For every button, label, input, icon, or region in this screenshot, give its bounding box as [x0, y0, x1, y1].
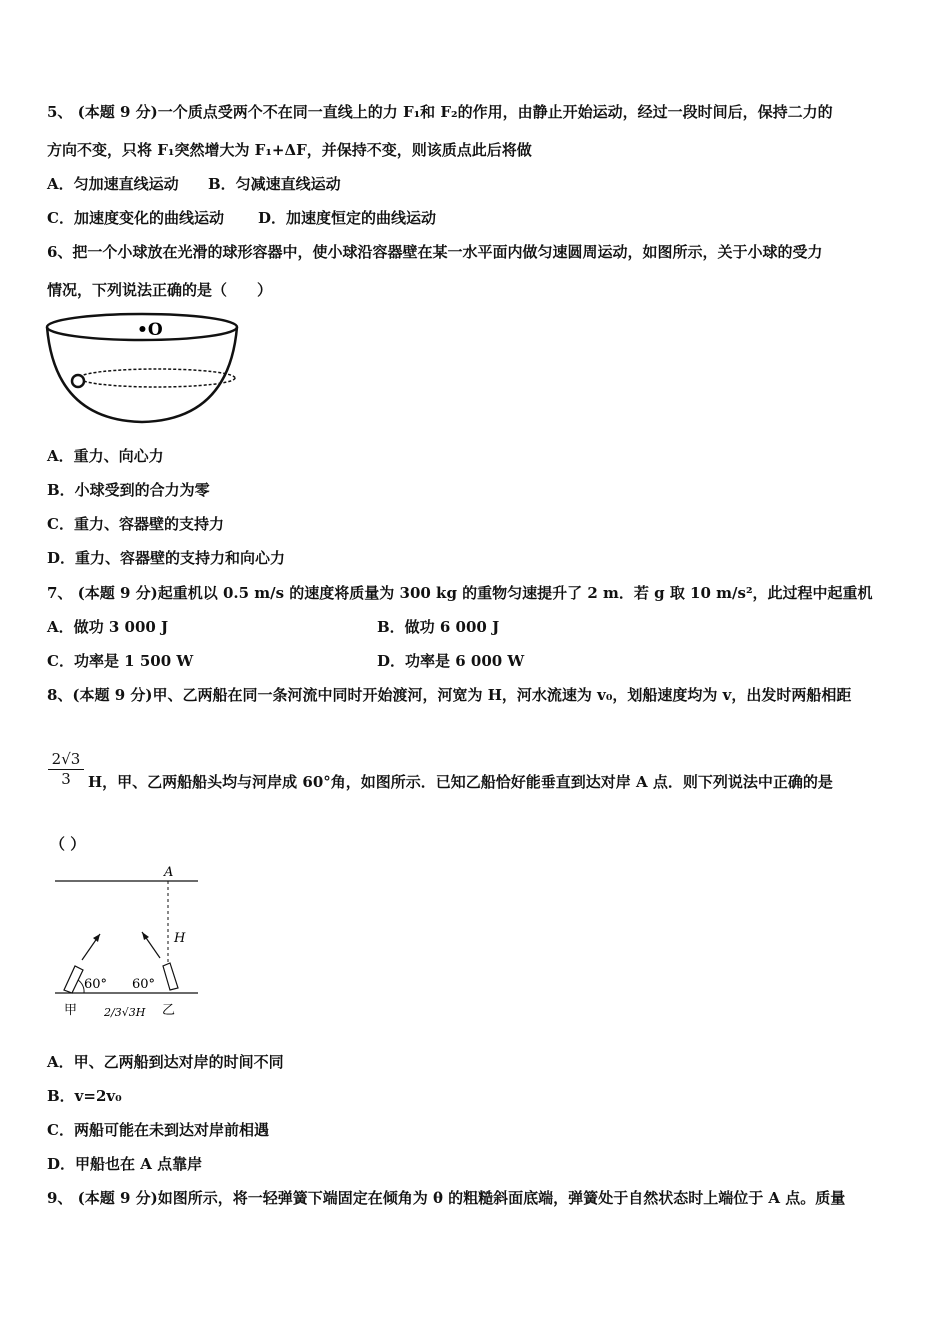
q7-stem-line1: 7、 (本题 9 分)起重机以 0.5 m/s 的速度将质量为 300 kg 的重物匀速提升了 2 m．若 g 取 10 m/s²，此过程中起重机: [47, 584, 873, 602]
q7-option-b: B．做功 6 000 J: [377, 618, 500, 636]
q6-option-c: C．重力、容器壁的支持力: [47, 515, 224, 533]
q8-stem-line2: H，甲、乙两船船头均与河岸成 60°角，如图所示．已知乙船恰好能垂直到达对岸 A 点．则下列说法中正确的是: [88, 773, 833, 791]
point-a-label: A: [164, 865, 174, 880]
q5-option-a: A．匀加速直线运动: [47, 175, 179, 193]
bowl-center-label: •O: [137, 320, 163, 340]
river-boats-figure: [50, 862, 205, 1032]
q8-stem-line1: 8、(本题 9 分)甲、乙两船在同一条河流中同时开始渡河，河宽为 H，河水流速为 v₀，划船速度均为 v，出发时两船相距: [47, 686, 852, 704]
q8-fraction-numerator: 2√3: [48, 750, 84, 770]
q6-stem-line1: 6、把一个小球放在光滑的球形容器中，使小球沿容器壁在某一水平面内做匀速圆周运动，如图所示，关于小球的受力: [47, 243, 823, 261]
q6-option-a: A．重力、向心力: [47, 447, 164, 465]
q5-stem-line2: 方向不变，只将 F₁突然增大为 F₁+ΔF，并保持不变，则该质点此后将做: [47, 141, 532, 159]
spherical-bowl-figure: [45, 310, 245, 430]
q5-stem-line1: 5、 (本题 9 分)一个质点受两个不在同一直线上的力 F₁和 F₂的作用，由静止开始运动，经过一段时间后，保持二力的: [47, 103, 833, 121]
q9-stem-line1: 9、 (本题 9 分)如图所示，将一轻弹簧下端固定在倾角为 θ 的粗糙斜面底端，弹簧处于自然状态时上端位于 A 点。质量: [47, 1189, 846, 1207]
q6-option-b: B．小球受到的合力为零: [47, 481, 210, 499]
q8-option-a: A．甲、乙两船到达对岸的时间不同: [47, 1053, 284, 1071]
q6-option-d: D．重力、容器壁的支持力和向心力: [47, 549, 286, 567]
q8-fraction: [48, 750, 84, 788]
river-width-label: H: [174, 931, 186, 946]
q6-stem-line2: 情况，下列说法正确的是（ ）: [47, 281, 273, 299]
q7-option-a: A．做功 3 000 J: [47, 618, 169, 636]
q8-stem-line3: （ ）: [50, 835, 86, 853]
q8-option-c: C．两船可能在未到达对岸前相遇: [47, 1121, 269, 1139]
q5-option-d: D．加速度恒定的曲线运动: [258, 209, 437, 227]
q7-option-c: C．功率是 1 500 W: [47, 652, 194, 670]
boat-jia-angle: 60°: [84, 977, 108, 992]
q8-option-d: D．甲船也在 A 点靠岸: [47, 1155, 203, 1173]
q7-option-d: D．功率是 6 000 W: [377, 652, 525, 670]
boat-yi-label: 乙: [162, 1003, 176, 1018]
boat-jia-label: 甲: [64, 1003, 78, 1018]
q8-fraction-denominator: 3: [61, 770, 71, 788]
q8-option-b: B．v=2v₀: [47, 1087, 122, 1105]
q5-option-c: C．加速度变化的曲线运动: [47, 209, 224, 227]
q5-option-b: B．匀减速直线运动: [208, 175, 341, 193]
boat-yi-angle: 60°: [132, 977, 156, 992]
boat-distance-label: 2/3√3H: [104, 1006, 146, 1019]
